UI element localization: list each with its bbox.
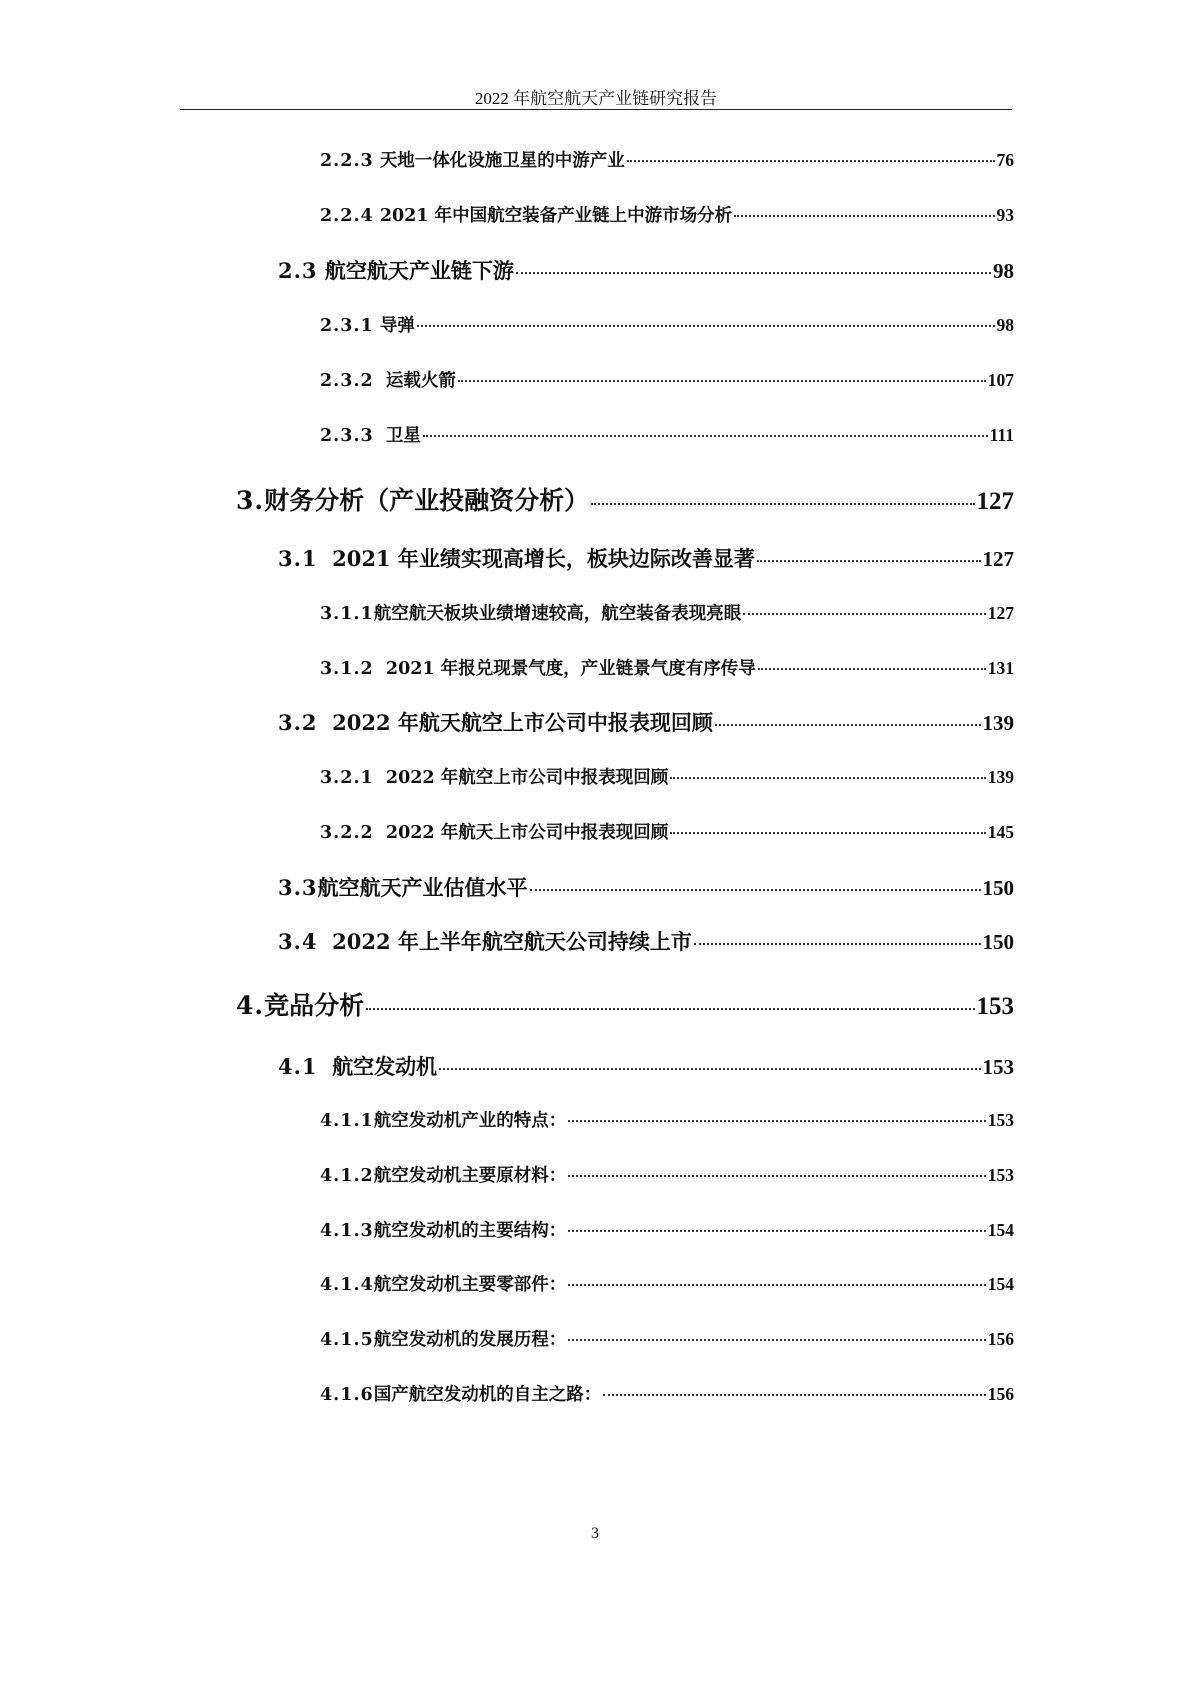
toc-dot-leader [715,724,981,726]
toc-entry-number: 2.3.1 [320,316,374,336]
toc-entry-title: 航空发动机主要原材料： [373,1166,567,1186]
page-number: 3 [591,1525,599,1542]
toc-dot-leader [568,1175,986,1177]
toc-entry-number: 3.2.1 [320,768,374,788]
toc-entry-number: 3.1.2 [320,659,374,679]
toc-entry[interactable] [320,1271,1014,1296]
toc-entry-number: 4. [236,991,265,1020]
toc-entry-page: 127 [987,603,1014,623]
toc-entry-title: 国产航空发动机的自主之路： [373,1385,602,1405]
toc-entry-number: 4.1.4 [320,1275,374,1295]
toc-entry-number: 4.1.6 [320,1385,374,1405]
toc-entry-page: 107 [987,370,1014,390]
toc-entry[interactable] [320,1326,1014,1351]
toc-dot-leader [530,889,981,891]
toc-dot-leader [568,1284,986,1286]
toc-entry-title: 2021 年中国航空装备产业链上中游市场分析 [379,206,733,226]
toc-entry-page: 111 [989,425,1014,445]
toc-entry[interactable] [278,872,1014,902]
toc-dot-leader [670,832,986,834]
toc-dot-leader [439,1068,980,1070]
toc-entry-page: 139 [982,711,1014,735]
toc-entry-title: 2022 年航天上市公司中报表现回顾 [385,823,669,843]
toc-dot-leader [568,1339,986,1341]
toc-entry[interactable] [320,764,1014,789]
toc-entry-number: 4.1.5 [320,1330,374,1350]
toc-entry[interactable] [320,312,1014,337]
toc-entry-number: 4.1.2 [320,1166,374,1186]
toc-entry-title: 2022 年航天航空上市公司中报表现回顾 [332,710,713,735]
toc-entry-page: 93 [996,205,1014,225]
toc-entry[interactable] [278,1051,1014,1081]
toc-entry-page: 145 [987,822,1014,842]
toc-dot-leader [758,668,986,670]
toc-entry[interactable] [236,481,1014,517]
toc-entry-number: 3.1 [278,546,318,571]
toc-dot-leader [417,325,995,327]
toc-entry-title: 航空发动机的主要结构： [373,1221,567,1241]
toc-entry[interactable] [320,1107,1014,1132]
toc-entry-title: 运载火箭 [385,371,456,391]
toc-dot-leader [694,943,981,945]
toc-entry[interactable] [320,367,1014,392]
toc-entry-page: 154 [987,1274,1014,1294]
toc-entry-number: 3. [236,486,265,515]
toc-dot-leader [670,777,986,779]
toc-entry-page: 153 [982,1055,1014,1079]
toc-entry-title: 财务分析（产业投融资分析） [264,486,590,515]
toc-dot-leader [603,1394,986,1396]
toc-entry[interactable] [320,422,1014,447]
toc-entry-title: 2022 年航空上市公司中报表现回顾 [385,768,669,788]
toc-entry-page: 150 [982,930,1014,954]
toc-entry-number: 3.1.1 [320,604,374,624]
toc-entry[interactable] [320,1162,1014,1187]
toc-entry-title: 卫星 [385,426,421,446]
toc-entry-page: 153 [987,1165,1014,1185]
toc-entry-title: 航空航天产业估值水平 [317,875,528,900]
toc-entry-title: 2021 年业绩实现高增长，板块边际改善显著 [332,546,755,571]
toc-entry[interactable] [236,986,1014,1022]
toc-dot-leader [591,503,974,505]
toc-entry[interactable] [278,255,1014,285]
toc-entry[interactable] [320,655,1014,680]
toc-entry-number: 4.1 [278,1054,318,1079]
toc-dot-leader [757,560,981,562]
toc-entry-page: 98 [993,259,1014,283]
toc-entry-page: 154 [987,1220,1014,1240]
toc-entry-number: 2.2.4 [320,206,374,226]
toc-entry-page: 127 [982,547,1014,571]
toc-entry-title: 航空航天产业链下游 [324,258,514,283]
toc-entry-number: 3.3 [278,875,318,900]
toc-entry-number: 4.1.3 [320,1221,374,1241]
toc-entry-page: 139 [987,767,1014,787]
toc-dot-leader [627,160,995,162]
toc-entry[interactable] [278,926,1014,956]
toc-entry[interactable] [320,202,1014,227]
toc-entry[interactable] [320,147,1014,172]
toc-entry-number: 2.2.3 [320,151,374,171]
toc-entry-title: 航空发动机的发展历程： [373,1330,567,1350]
toc-entry-page: 153 [976,993,1014,1020]
toc-entry-page: 153 [987,1110,1014,1130]
toc-entry-page: 150 [982,876,1014,900]
toc-entry-title: 2021 年报兑现景气度，产业链景气度有序传导 [385,659,756,679]
toc-entry[interactable] [278,543,1014,573]
toc-entry-number: 4.1.1 [320,1111,374,1131]
toc-entry-title: 航空航天板块业绩增速较高，航空装备表现亮眼 [373,604,742,624]
running-header: 2022 年航空航天产业链研究报告 [474,89,718,108]
toc-entry[interactable] [320,1381,1014,1406]
toc-entry-title: 航空发动机 [332,1054,438,1079]
toc-entry-title: 天地一体化设施卫星的中游产业 [379,151,625,171]
toc-dot-leader [734,215,994,217]
toc-entry-number: 2.3.2 [320,371,374,391]
toc-dot-leader [568,1120,986,1122]
toc-dot-leader [568,1230,986,1232]
toc-entry-number: 3.2 [278,710,318,735]
toc-dot-leader [366,1008,974,1010]
toc-entry[interactable] [320,819,1014,844]
toc-entry[interactable] [320,1217,1014,1242]
toc-dot-leader [743,613,986,615]
toc-entry-title: 导弹 [379,316,415,336]
toc-entry-title: 2022 年上半年航空航天公司持续上市 [332,929,692,954]
toc-entry-title: 竞品分析 [264,991,365,1020]
toc-entry-title: 航空发动机产业的特点： [373,1111,567,1131]
toc-entry-number: 3.2.2 [320,823,374,843]
toc-entry[interactable] [320,600,1014,625]
toc-entry-number: 2.3.3 [320,426,374,446]
toc-entry-page: 76 [996,150,1014,170]
toc-entry-number: 2.3 [278,258,318,283]
toc-entry-page: 131 [987,658,1014,678]
toc-entry-page: 98 [996,315,1014,335]
toc-dot-leader [516,272,991,274]
toc-entry-number: 3.4 [278,929,318,954]
toc-entry-page: 156 [987,1329,1014,1349]
toc-dot-leader [423,435,988,437]
toc-entry[interactable] [278,707,1014,737]
toc-entry-title: 航空发动机主要零部件： [373,1275,567,1295]
toc-dot-leader [458,380,986,382]
toc-entry-page: 156 [987,1384,1014,1404]
toc-entry-page: 127 [976,488,1014,515]
